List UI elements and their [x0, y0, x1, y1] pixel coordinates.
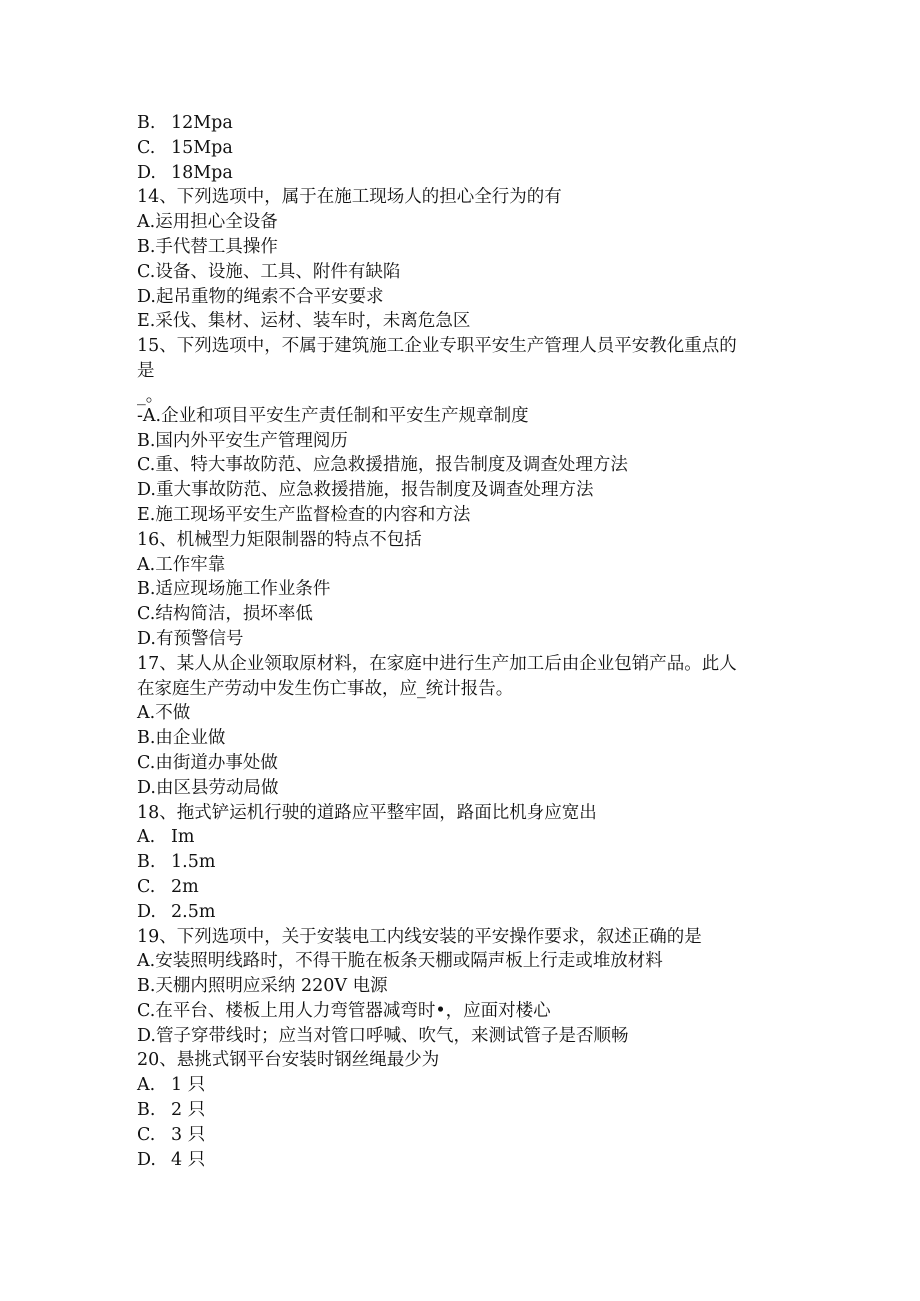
option-text: 4 只: [171, 1149, 206, 1170]
q14-option-b: B.手代替工具操作: [137, 236, 278, 257]
option-text: 2m: [171, 876, 199, 897]
q20-stem: 20、悬挑式钢平台安装时钢丝绳最少为: [137, 1050, 440, 1071]
option-letter: D.: [137, 162, 156, 183]
option-letter: A.: [137, 1075, 156, 1096]
q19-stem: 19、下列选项中，关于安装电工内线安装的平安操作要求，叙述正确的是: [137, 926, 702, 947]
option-text: Im: [171, 827, 195, 848]
q15-option-c: C.重、特大事故防范、应急救援措施，报告制度及调查处理方法: [137, 455, 628, 476]
q17-stem-line2: 在家庭生产劳动中发生伤亡事故，应_统计报告。: [137, 678, 514, 699]
option-text: 12Mpa: [171, 113, 233, 133]
q16-option-a: A.工作牢靠: [137, 554, 226, 575]
option-letter: A.: [137, 827, 156, 848]
option-text: 2 只: [171, 1100, 206, 1121]
q19-option-c: C.在平台、楼板上用人力弯管器减弯时•，应面对楼心: [137, 1000, 551, 1021]
q17-option-d: D.由区县劳动局做: [137, 777, 279, 798]
q16-option-d: D.有预警信号: [137, 628, 244, 649]
q19-option-b: B.天棚内照明应采纳 220V 电源: [137, 976, 388, 997]
option-letter: B.: [137, 113, 156, 133]
q19-option-d: D.管子穿带线时；应当对管口呼喊、吹气，来测试管子是否顺畅: [137, 1025, 629, 1046]
q14-option-d: D.起吊重物的绳索不合平安要求: [137, 286, 384, 307]
option-letter: C.: [137, 876, 156, 897]
q16-option-c: C.结构简洁，损坏率低: [137, 604, 313, 625]
q15-option-d: D.重大事故防范、应急救援措施，报告制度及调查处理方法: [137, 480, 594, 501]
q14-option-a: A.运用担心全设备: [137, 212, 278, 233]
q17-option-c: C.由街道办事处做: [137, 752, 278, 773]
q15-option-b: B.国内外平安生产管理阅历: [137, 430, 348, 451]
option-letter: C.: [137, 1124, 156, 1145]
q15-stem-line2: 是: [137, 360, 155, 381]
q13-option-c: [137, 136, 797, 161]
q19-option-a: A.安装照明线路时，不得干脆在板条天棚或隔声板上行走或堆放材料: [137, 951, 663, 972]
q18-option-b: [137, 850, 797, 875]
question-list: [137, 111, 797, 1172]
q15-blank: _。: [137, 385, 164, 406]
option-text: 3 只: [171, 1124, 206, 1145]
q18-stem: 18、拖式铲运机行驶的道路应平整牢固，路面比机身应宽出: [137, 802, 597, 823]
q20-option-d: [137, 1148, 797, 1173]
q16-option-b: B.适应现场施工作业条件: [137, 579, 331, 600]
q15-stem-line1: 15、下列选项中，不属于建筑施工企业专职平安生产管理人员平安教化重点的: [137, 336, 737, 357]
q20-option-c: [137, 1123, 797, 1148]
q18-option-d: [137, 900, 797, 925]
q13-option-d: [137, 161, 797, 186]
q15-option-a: -A.企业和项目平安生产责任制和平安生产规章制度: [137, 405, 529, 426]
option-text: 18Mpa: [171, 162, 233, 183]
q18-option-a: [137, 825, 797, 850]
q20-option-a: [137, 1073, 797, 1098]
q17-option-b: B.由企业做: [137, 728, 226, 749]
q14-option-e: E.采伐、集材、运材、装车时，未离危急区: [137, 311, 471, 332]
q17-stem-line1: 17、某人从企业领取原材料，在家庭中进行生产加工后由企业包销产品。此人: [137, 653, 737, 674]
option-text: 2.5m: [171, 901, 216, 922]
q14-option-c: C.设备、设施、工具、附件有缺陷: [137, 261, 401, 282]
option-text: 15Mpa: [171, 137, 233, 158]
q18-option-c: [137, 875, 797, 900]
option-letter: C.: [137, 137, 156, 158]
q20-option-b: [137, 1098, 797, 1123]
q16-stem: 16、机械型力矩限制器的特点不包括: [137, 529, 422, 550]
option-text: 1 只: [171, 1075, 206, 1096]
option-letter: D.: [137, 1149, 156, 1170]
option-text: 1.5m: [171, 852, 216, 873]
option-letter: D.: [137, 901, 156, 922]
q13-option-b: [137, 111, 797, 136]
q15-option-e: E.施工现场平安生产监督检查的内容和方法: [137, 504, 471, 525]
option-letter: B.: [137, 852, 156, 873]
q17-option-a: A.不做: [137, 703, 191, 724]
option-letter: B.: [137, 1100, 156, 1121]
q14-stem: 14、下列选项中，属于在施工现场人的担心全行为的有: [137, 187, 562, 208]
